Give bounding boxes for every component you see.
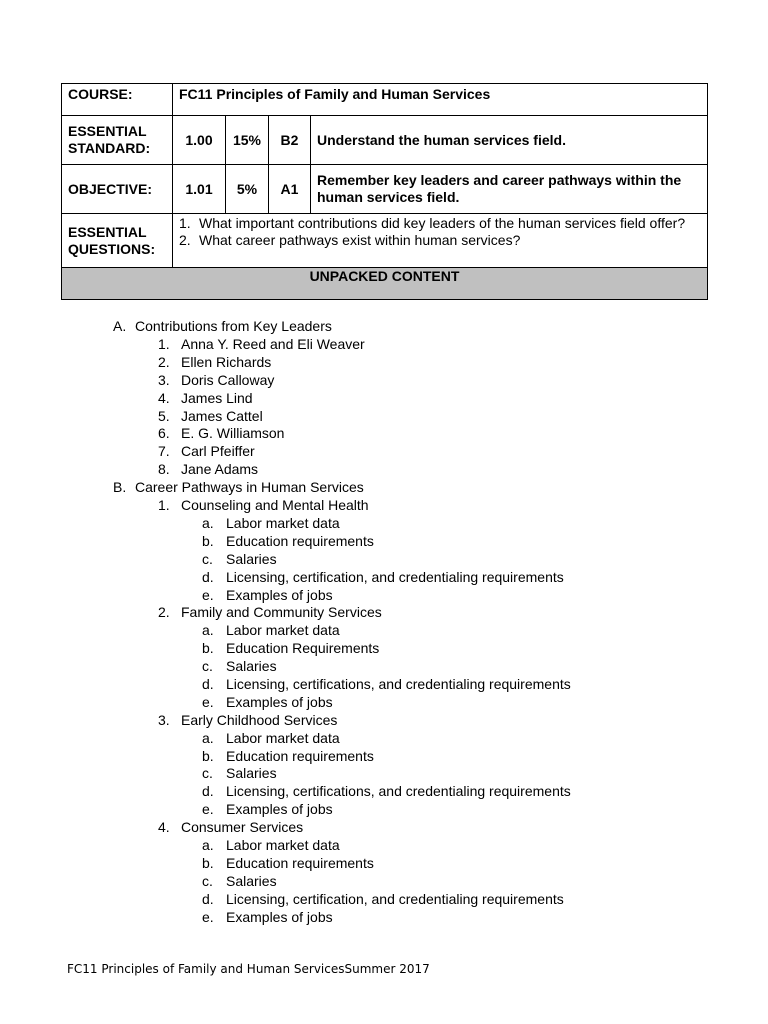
pathway-subitem: Salaries: [226, 551, 277, 567]
career-pathway-item-marker: 2.: [158, 604, 170, 620]
pathway-subitem: Licensing, certifications, and credentialing requirements: [226, 783, 571, 799]
pathway-subitem: Examples of jobs: [226, 587, 333, 603]
key-leader-item: Jane Adams: [181, 461, 259, 477]
key-leader-item: Doris Calloway: [181, 372, 275, 388]
pathway-subitem: Licensing, certifications, and credentialing requirements: [226, 676, 571, 692]
questions-label-line2: QUESTIONS:: [68, 240, 156, 257]
pathway-subitem: Examples of jobs: [226, 801, 333, 817]
section-heading-marker: B.: [113, 479, 127, 495]
essential-questions-list: [173, 214, 708, 268]
key-leader-item-marker: 7.: [158, 443, 170, 459]
objective-level: A1: [269, 165, 311, 214]
course-value: FC11 Principles of Family and Human Services: [173, 84, 708, 116]
objective-text: Remember key leaders and career pathways within the human services field.: [311, 165, 708, 214]
pathway-subitem: Labor market data: [226, 515, 340, 531]
key-leader-item: E. G. Williamson: [181, 425, 285, 441]
pathway-subitem: Labor market data: [226, 622, 340, 638]
key-leader-item-marker: 5.: [158, 408, 170, 424]
pathway-subitem-marker: d.: [202, 676, 214, 692]
pathway-subitem: Licensing, certification, and credentialing requirements: [226, 569, 564, 585]
question-number: 1.: [179, 215, 191, 231]
questions-label-line1: ESSENTIAL: [68, 223, 147, 240]
pathway-subitem: Labor market data: [226, 837, 340, 853]
standard-percent: 15%: [226, 116, 269, 165]
key-leader-item: Ellen Richards: [181, 354, 272, 370]
pathway-subitem: Salaries: [226, 658, 277, 674]
page-footer: FC11 Principles of Family and Human ServicesSummer 2017: [67, 962, 430, 976]
section-heading: Career Pathways in Human Services: [135, 479, 364, 495]
key-leader-item-marker: 1.: [158, 336, 170, 352]
pathway-subitem-marker: b.: [202, 748, 214, 764]
pathway-subitem-marker: c.: [202, 551, 213, 567]
objective-number: 1.01: [173, 165, 226, 214]
pathway-subitem: Education requirements: [226, 533, 374, 549]
essential-questions-label: [62, 214, 173, 268]
question-item: [173, 215, 707, 232]
essential-standard-label: [62, 116, 173, 165]
standard-number: 1.00: [173, 116, 226, 165]
key-leader-item: James Cattel: [181, 408, 263, 424]
course-header-table: [61, 83, 708, 300]
unpacked-content-heading: UNPACKED CONTENT: [62, 268, 708, 300]
key-leader-item: Carl Pfeiffer: [181, 443, 255, 459]
pathway-subitem-marker: a.: [202, 622, 214, 638]
pathway-subitem-marker: c.: [202, 873, 213, 889]
standard-level: B2: [269, 116, 311, 165]
standard-label-line2: STANDARD:: [68, 140, 151, 156]
pathway-subitem: Labor market data: [226, 730, 340, 746]
career-pathway-item-marker: 1.: [158, 497, 170, 513]
course-label: COURSE:: [62, 84, 173, 116]
career-pathway-item-marker: 4.: [158, 819, 170, 835]
objective-percent: 5%: [226, 165, 269, 214]
question-item: [173, 232, 707, 249]
key-leader-item-marker: 4.: [158, 390, 170, 406]
career-pathway-item: Early Childhood Services: [181, 712, 338, 728]
key-leader-item-marker: 8.: [158, 461, 170, 477]
key-leader-item: James Lind: [181, 390, 253, 406]
pathway-subitem-marker: d.: [202, 569, 214, 585]
pathway-subitem-marker: b.: [202, 533, 214, 549]
question-number: 2.: [179, 232, 191, 248]
section-heading: Contributions from Key Leaders: [135, 318, 332, 334]
pathway-subitem-marker: a.: [202, 515, 214, 531]
objective-label: OBJECTIVE:: [62, 165, 173, 214]
pathway-subitem-marker: b.: [202, 640, 214, 656]
pathway-subitem: Salaries: [226, 765, 277, 781]
question-text: What important contributions did key leaders of the human services field offer?: [199, 215, 686, 231]
pathway-subitem: Salaries: [226, 873, 277, 889]
career-pathway-item: Counseling and Mental Health: [181, 497, 369, 513]
key-leader-item-marker: 3.: [158, 372, 170, 388]
pathway-subitem: Examples of jobs: [226, 909, 333, 925]
key-leader-item-marker: 2.: [158, 354, 170, 370]
career-pathway-item-marker: 3.: [158, 712, 170, 728]
section-heading-marker: A.: [113, 318, 127, 334]
pathway-subitem-marker: b.: [202, 855, 214, 871]
pathway-subitem: Examples of jobs: [226, 694, 333, 710]
pathway-subitem: Licensing, certification, and credentialing requirements: [226, 891, 564, 907]
pathway-subitem-marker: d.: [202, 891, 214, 907]
standard-label-line1: ESSENTIAL: [68, 123, 147, 139]
pathway-subitem-marker: c.: [202, 765, 213, 781]
pathway-subitem: Education requirements: [226, 855, 374, 871]
pathway-subitem-marker: e.: [202, 801, 214, 817]
pathway-subitem-marker: a.: [202, 837, 214, 853]
question-text: What career pathways exist within human services?: [199, 232, 521, 248]
career-pathway-item: Consumer Services: [181, 819, 304, 835]
key-leader-item: Anna Y. Reed and Eli Weaver: [181, 336, 365, 352]
pathway-subitem-marker: e.: [202, 909, 214, 925]
pathway-subitem-marker: c.: [202, 658, 213, 674]
pathway-subitem-marker: e.: [202, 587, 214, 603]
standard-text: Understand the human services field.: [311, 116, 708, 165]
pathway-subitem: Education Requirements: [226, 640, 380, 656]
key-leader-item-marker: 6.: [158, 425, 170, 441]
pathway-subitem-marker: d.: [202, 783, 214, 799]
career-pathway-item: Family and Community Services: [181, 604, 382, 620]
pathway-subitem: Education requirements: [226, 748, 374, 764]
pathway-subitem-marker: e.: [202, 694, 214, 710]
pathway-subitem-marker: a.: [202, 730, 214, 746]
